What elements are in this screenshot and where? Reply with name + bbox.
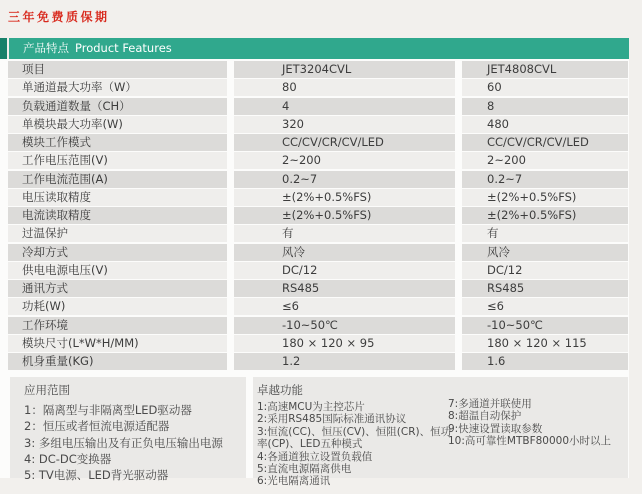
applications-panel	[10, 377, 246, 483]
table-row	[8, 335, 628, 352]
application-item: 4: DC-DC变换器	[24, 451, 112, 466]
features-list-right	[448, 398, 626, 448]
row-label: 模块尺寸(L*W*H/MM)	[8, 335, 227, 352]
section-header	[9, 38, 629, 59]
features-title: 卓越功能	[257, 383, 303, 397]
table-row	[8, 116, 628, 133]
row-value-jet4808cvl: DC/12	[462, 262, 628, 279]
table-row	[8, 98, 628, 115]
row-label: 负载通道数量（CH）	[8, 98, 227, 115]
section-header-en: Product Features	[75, 41, 172, 55]
row-label: 电压读取精度	[8, 189, 227, 206]
section-header-zh: 产品特点	[23, 41, 69, 55]
row-value-jet4808cvl: ≤6	[462, 298, 628, 315]
table-row	[8, 189, 628, 206]
row-value-jet3204cvl: ±(2%+0.5%FS)	[234, 207, 455, 224]
feature-item: 6:光电隔离通讯	[257, 475, 331, 488]
row-label: 机身重量(KG)	[8, 353, 227, 370]
feature-item: 7:多通道并联使用	[448, 398, 532, 410]
section-header-accent	[0, 38, 7, 59]
features-panel	[253, 377, 628, 488]
row-label: 电流读取精度	[8, 207, 227, 224]
row-value-jet3204cvl: DC/12	[234, 262, 455, 279]
row-value-jet3204cvl: 1.2	[234, 353, 455, 370]
application-item: 5: TV电源、LED背光驱动器	[24, 468, 169, 483]
row-value-jet3204cvl: 320	[234, 116, 455, 133]
table-row	[8, 134, 628, 151]
feature-item: 4:各通道独立设置负载值	[257, 450, 373, 463]
row-label: 工作电压范围(V)	[8, 152, 227, 169]
row-value-jet4808cvl: -10~50℃	[462, 317, 628, 334]
row-value-jet3204cvl: 风冷	[234, 244, 455, 261]
feature-item: 3:恒流(CC)、恒压(CV)、恒阻(CR)、恒功率(CP)、LED五种模式	[257, 425, 452, 451]
row-label: 单通道最大功率（W）	[8, 79, 227, 96]
row-value-jet4808cvl: 8	[462, 98, 628, 115]
application-item: 3: 多组电压输出及有正负电压输出电源	[24, 435, 223, 450]
row-value-jet4808cvl: 风冷	[462, 244, 628, 261]
row-value-jet3204cvl: JET3204CVL	[234, 61, 455, 78]
features-list-left	[257, 401, 457, 488]
feature-item: 9:快速设置读取参数	[448, 422, 543, 435]
row-value-jet4808cvl: 60	[462, 79, 628, 96]
row-value-jet3204cvl: 2~200	[234, 152, 455, 169]
table-header-row	[8, 61, 628, 78]
row-label: 工作环境	[8, 317, 227, 334]
row-value-jet4808cvl: 2~200	[462, 152, 628, 169]
table-row	[8, 262, 628, 279]
row-label: 功耗(W)	[8, 298, 227, 315]
row-label: 供电电源电压(V)	[8, 262, 227, 279]
application-item: 2：恒压或者恒流电源适配器	[24, 419, 170, 434]
row-value-jet3204cvl: 0.2~7	[234, 171, 455, 188]
row-label: 工作电流范围(A)	[8, 171, 227, 188]
row-value-jet3204cvl: RS485	[234, 280, 455, 297]
applications-title: 应用范围	[24, 383, 70, 397]
applications-list	[24, 402, 246, 483]
row-value-jet4808cvl: 1.6	[462, 353, 628, 370]
row-value-jet4808cvl: JET4808CVL	[462, 61, 628, 78]
table-row	[8, 152, 628, 169]
row-value-jet4808cvl: 0.2~7	[462, 171, 628, 188]
row-value-jet3204cvl: 180 × 120 × 95	[234, 335, 455, 352]
table-row	[8, 317, 628, 334]
table-row	[8, 171, 628, 188]
feature-item: 2:采用RS485国际标准通讯协议	[257, 413, 407, 426]
row-value-jet3204cvl: CC/CV/CR/CV/LED	[234, 134, 455, 151]
row-value-jet3204cvl: ±(2%+0.5%FS)	[234, 189, 455, 206]
application-item: 1：隔离型与非隔离型LED驱动器	[24, 403, 192, 417]
row-value-jet4808cvl: RS485	[462, 280, 628, 297]
row-value-jet3204cvl: -10~50℃	[234, 317, 455, 334]
table-row	[8, 244, 628, 261]
table-row	[8, 280, 628, 297]
table-row	[8, 353, 628, 370]
feature-item: 10:高可靠性MTBF80000小时以上	[448, 435, 612, 448]
row-label: 项目	[8, 61, 227, 78]
row-value-jet4808cvl: ±(2%+0.5%FS)	[462, 207, 628, 224]
feature-item: 1:高速MCU为主控芯片	[257, 401, 365, 413]
table-row	[8, 298, 628, 315]
row-value-jet4808cvl: 180 × 120 × 115	[462, 335, 628, 352]
table-row	[8, 79, 628, 96]
spec-table	[8, 61, 628, 371]
row-value-jet4808cvl: CC/CV/CR/CV/LED	[462, 134, 628, 151]
row-value-jet3204cvl: 80	[234, 79, 455, 96]
feature-item: 5:直流电源隔离供电	[257, 463, 352, 476]
row-value-jet4808cvl: ±(2%+0.5%FS)	[462, 189, 628, 206]
row-value-jet4808cvl: 480	[462, 116, 628, 133]
row-label: 过温保护	[8, 225, 227, 242]
row-value-jet3204cvl: 有	[234, 225, 455, 242]
table-row	[8, 225, 628, 242]
row-value-jet3204cvl: ≤6	[234, 298, 455, 315]
row-label: 冷却方式	[8, 244, 227, 261]
table-row	[8, 207, 628, 224]
row-value-jet3204cvl: 4	[234, 98, 455, 115]
warranty-title: 三年免费质保期	[8, 10, 110, 24]
section-header-bar	[0, 38, 629, 59]
row-label: 通讯方式	[8, 280, 227, 297]
feature-item: 8:超温自动保护	[448, 410, 522, 423]
row-label: 单模块最大功率(W)	[8, 116, 227, 133]
row-label: 模块工作模式	[8, 134, 227, 151]
row-value-jet4808cvl: 有	[462, 225, 628, 242]
